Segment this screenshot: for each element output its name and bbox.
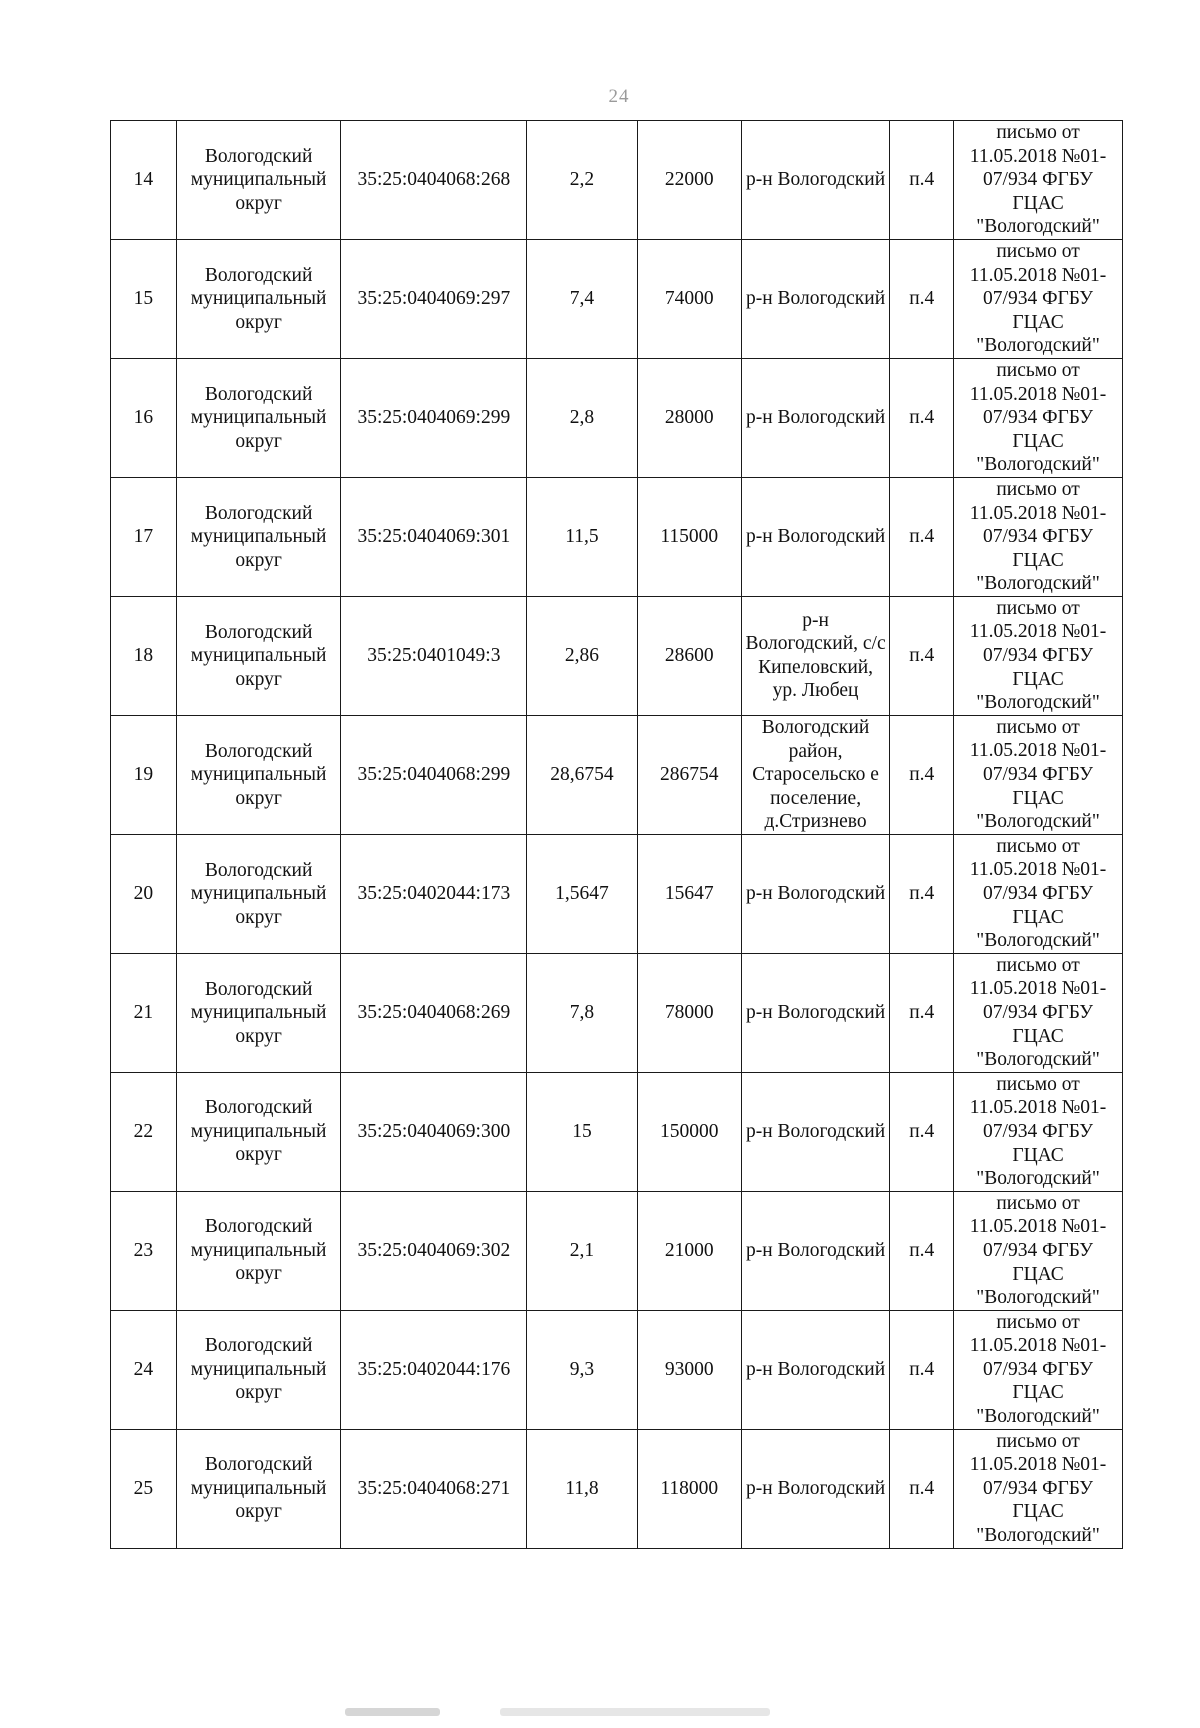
cell-cadastral-number: 35:25:0404069:301 (341, 477, 527, 596)
table-row (111, 477, 1123, 596)
table-row (111, 1310, 1123, 1429)
page-number: 24 (608, 86, 630, 107)
cell-cadastral-number: 35:25:0401049:3 (341, 596, 527, 715)
cell-item: п.4 (890, 358, 954, 477)
cell-area-m2: 286754 (637, 715, 741, 834)
cell-cadastral-number: 35:25:0404068:269 (341, 953, 527, 1072)
cell-cadastral-number: 35:25:0404068:299 (341, 715, 527, 834)
cell-item: п.4 (890, 477, 954, 596)
cell-cadastral-number: 35:25:0404068:268 (341, 121, 527, 240)
cell-area-ha: 7,8 (527, 953, 637, 1072)
cell-basis: письмо от 11.05.2018 №01-07/934 ФГБУ ГЦАС "Вологодский" (954, 953, 1123, 1072)
cell-item: п.4 (890, 596, 954, 715)
cell-area-ha: 7,4 (527, 239, 637, 358)
cell-area-m2: 93000 (637, 1310, 741, 1429)
cell-number: 20 (111, 834, 177, 953)
cell-owner: Вологодский муниципальный округ (176, 1072, 341, 1191)
cell-item: п.4 (890, 1310, 954, 1429)
cell-location: р-н Вологодский (741, 1429, 890, 1548)
cell-owner: Вологодский муниципальный округ (176, 1191, 341, 1310)
cell-number: 23 (111, 1191, 177, 1310)
cell-cadastral-number: 35:25:0404069:302 (341, 1191, 527, 1310)
cell-cadastral-number: 35:25:0404069:300 (341, 1072, 527, 1191)
table-row (111, 1072, 1123, 1191)
cell-item: п.4 (890, 1429, 954, 1548)
table-body (111, 121, 1123, 1549)
cell-item: п.4 (890, 1191, 954, 1310)
cell-location: р-н Вологодский, с/с Кипеловский, ур. Любец (741, 596, 890, 715)
cell-number: 16 (111, 358, 177, 477)
cell-location: р-н Вологодский (741, 121, 890, 240)
cell-item: п.4 (890, 715, 954, 834)
table-row (111, 953, 1123, 1072)
cell-basis: письмо от 11.05.2018 №01-07/934 ФГБУ ГЦАС "Вологодский" (954, 715, 1123, 834)
cell-cadastral-number: 35:25:0404069:299 (341, 358, 527, 477)
cell-area-ha: 11,5 (527, 477, 637, 596)
cell-cadastral-number: 35:25:0402044:173 (341, 834, 527, 953)
cell-basis: письмо от 11.05.2018 №01-07/934 ФГБУ ГЦАС "Вологодский" (954, 1429, 1123, 1548)
cell-area-ha: 28,6754 (527, 715, 637, 834)
cell-item: п.4 (890, 834, 954, 953)
cell-area-ha: 1,5647 (527, 834, 637, 953)
table-row (111, 715, 1123, 834)
scan-artifact (500, 1708, 770, 1716)
cell-basis: письмо от 11.05.2018 №01-07/934 ФГБУ ГЦАС "Вологодский" (954, 596, 1123, 715)
cell-location: р-н Вологодский (741, 953, 890, 1072)
cell-owner: Вологодский муниципальный округ (176, 596, 341, 715)
cell-number: 17 (111, 477, 177, 596)
cell-number: 24 (111, 1310, 177, 1429)
cell-area-ha: 9,3 (527, 1310, 637, 1429)
cell-number: 15 (111, 239, 177, 358)
cell-area-ha: 2,2 (527, 121, 637, 240)
cell-area-ha: 2,1 (527, 1191, 637, 1310)
cell-location: р-н Вологодский (741, 477, 890, 596)
cell-owner: Вологодский муниципальный округ (176, 953, 341, 1072)
cell-cadastral-number: 35:25:0404069:297 (341, 239, 527, 358)
table-row (111, 596, 1123, 715)
cell-cadastral-number: 35:25:0402044:176 (341, 1310, 527, 1429)
cell-area-ha: 2,86 (527, 596, 637, 715)
cell-area-m2: 78000 (637, 953, 741, 1072)
cell-number: 14 (111, 121, 177, 240)
cell-basis: письмо от 11.05.2018 №01-07/934 ФГБУ ГЦАС "Вологодский" (954, 477, 1123, 596)
cell-area-m2: 118000 (637, 1429, 741, 1548)
cell-area-m2: 150000 (637, 1072, 741, 1191)
cell-cadastral-number: 35:25:0404068:271 (341, 1429, 527, 1548)
cell-owner: Вологодский муниципальный округ (176, 358, 341, 477)
table-row (111, 121, 1123, 240)
cell-owner: Вологодский муниципальный округ (176, 834, 341, 953)
cell-owner: Вологодский муниципальный округ (176, 121, 341, 240)
cell-owner: Вологодский муниципальный округ (176, 1429, 341, 1548)
cell-area-m2: 115000 (637, 477, 741, 596)
table-row (111, 834, 1123, 953)
cell-owner: Вологодский муниципальный округ (176, 715, 341, 834)
cell-area-ha: 2,8 (527, 358, 637, 477)
cell-location: Вологодский район, Старосельско е поселение, д.Стризнево (741, 715, 890, 834)
land-plots-table (110, 120, 1123, 1549)
cell-area-m2: 28000 (637, 358, 741, 477)
cell-item: п.4 (890, 953, 954, 1072)
cell-area-m2: 22000 (637, 121, 741, 240)
table-row (111, 1429, 1123, 1548)
cell-item: п.4 (890, 239, 954, 358)
cell-area-m2: 28600 (637, 596, 741, 715)
cell-basis: письмо от 11.05.2018 №01-07/934 ФГБУ ГЦАС "Вологодский" (954, 1310, 1123, 1429)
cell-basis: письмо от 11.05.2018 №01-07/934 ФГБУ ГЦАС "Вологодский" (954, 834, 1123, 953)
cell-number: 22 (111, 1072, 177, 1191)
cell-basis: письмо от 11.05.2018 №01-07/934 ФГБУ ГЦАС "Вологодский" (954, 358, 1123, 477)
cell-area-ha: 15 (527, 1072, 637, 1191)
cell-location: р-н Вологодский (741, 358, 890, 477)
scan-artifact (345, 1708, 440, 1716)
cell-area-m2: 74000 (637, 239, 741, 358)
cell-location: р-н Вологодский (741, 1191, 890, 1310)
cell-number: 21 (111, 953, 177, 1072)
cell-location: р-н Вологодский (741, 834, 890, 953)
cell-location: р-н Вологодский (741, 239, 890, 358)
table-row (111, 239, 1123, 358)
cell-location: р-н Вологодский (741, 1310, 890, 1429)
cell-owner: Вологодский муниципальный округ (176, 1310, 341, 1429)
cell-number: 25 (111, 1429, 177, 1548)
cell-area-m2: 21000 (637, 1191, 741, 1310)
cell-basis: письмо от 11.05.2018 №01-07/934 ФГБУ ГЦАС "Вологодский" (954, 121, 1123, 240)
cell-number: 19 (111, 715, 177, 834)
cell-number: 18 (111, 596, 177, 715)
cell-item: п.4 (890, 1072, 954, 1191)
cell-location: р-н Вологодский (741, 1072, 890, 1191)
cell-basis: письмо от 11.05.2018 №01-07/934 ФГБУ ГЦАС "Вологодский" (954, 1191, 1123, 1310)
cell-item: п.4 (890, 121, 954, 240)
table-row (111, 358, 1123, 477)
table-row (111, 1191, 1123, 1310)
cell-area-ha: 11,8 (527, 1429, 637, 1548)
cell-area-m2: 15647 (637, 834, 741, 953)
cell-basis: письмо от 11.05.2018 №01-07/934 ФГБУ ГЦАС "Вологодский" (954, 239, 1123, 358)
cell-owner: Вологодский муниципальный округ (176, 239, 341, 358)
cell-basis: письмо от 11.05.2018 №01-07/934 ФГБУ ГЦАС "Вологодский" (954, 1072, 1123, 1191)
cell-owner: Вологодский муниципальный округ (176, 477, 341, 596)
